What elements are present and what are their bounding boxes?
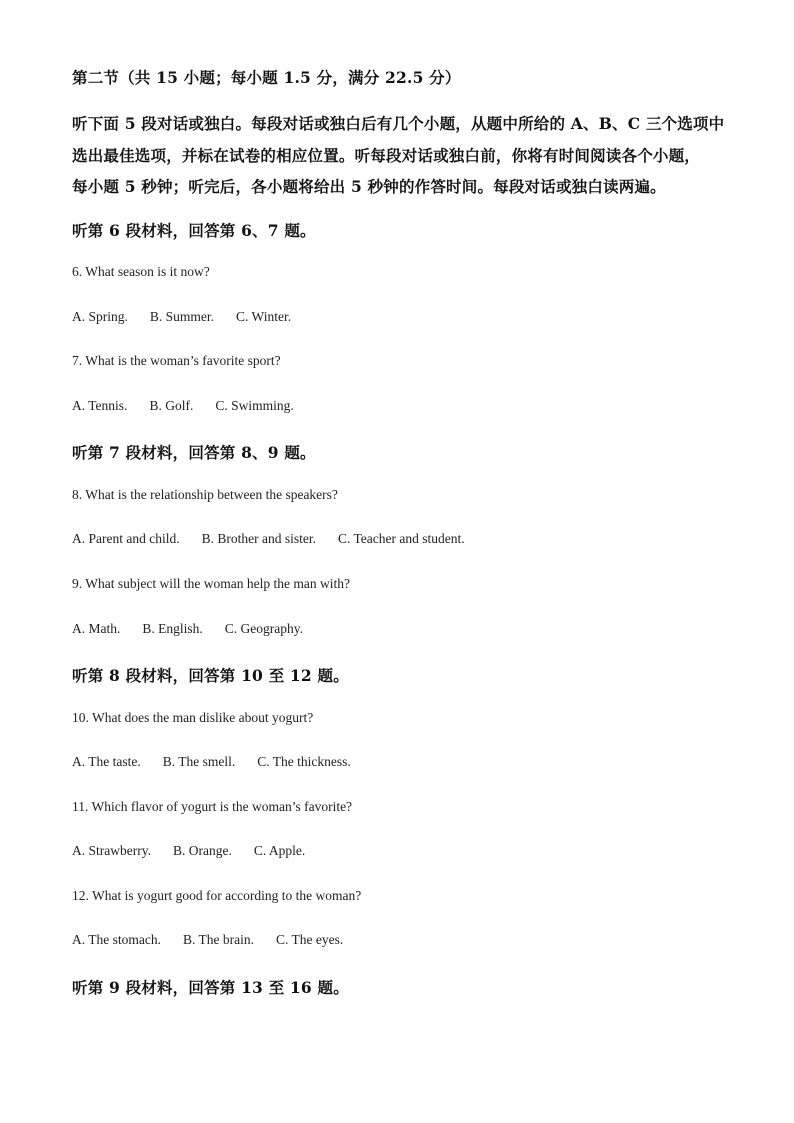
option-b: B. Summer.	[149, 309, 215, 324]
question-text: 7. What is the woman’s favorite sport?	[72, 353, 281, 368]
group-heading: 听第 7 段材料，回答第 8、9 题。	[72, 443, 316, 462]
question-options	[72, 309, 291, 325]
group-heading: 听第 6 段材料，回答第 6、7 题。	[72, 221, 316, 240]
option-b: B. The brain.	[182, 932, 254, 947]
option-b: B. The smell.	[162, 754, 236, 769]
option-b: B. Brother and sister.	[201, 531, 316, 546]
option-a: A. Tennis.	[72, 398, 128, 413]
option-c: C. Teacher and student.	[337, 531, 465, 546]
option-c: C. Swimming.	[215, 398, 294, 413]
section-title: 第二节（共 15 小题；每小题 1.5 分，满分 22.5 分）	[72, 68, 461, 87]
option-c: C. The thickness.	[257, 754, 351, 769]
question-text: 11. Which flavor of yogurt is the woman’s favorite?	[72, 799, 353, 814]
option-c: C. The eyes.	[275, 932, 344, 947]
option-c: C. Apple.	[253, 843, 306, 858]
instructions-line-2: 选出最佳选项，并标在试卷的相应位置。听每段对话或独白前，你将有时间阅读各个小题，	[72, 146, 701, 165]
question-text: 9. What subject will the woman help the man with?	[72, 576, 350, 591]
question-options	[72, 621, 303, 637]
option-b: B. Golf.	[149, 398, 194, 413]
option-c: C. Geography.	[224, 621, 303, 636]
option-a: A. Spring.	[72, 309, 128, 324]
question-text: 10. What does the man dislike about yogurt?	[72, 710, 314, 725]
group-heading: 听第 8 段材料，回答第 10 至 12 题。	[72, 666, 349, 685]
instructions-line-1: 听下面 5 段对话或独白。每段对话或独白后有几个小题，从题中所给的 A、B、C 三个选项中	[72, 114, 725, 133]
option-a: A. The stomach.	[72, 932, 161, 947]
question-options	[72, 398, 294, 414]
question-text: 8. What is the relationship between the speakers?	[72, 487, 338, 502]
question-text: 12. What is yogurt good for according to the woman?	[72, 888, 362, 903]
option-a: A. Parent and child.	[72, 531, 180, 546]
question-options	[72, 754, 351, 770]
option-b: B. English.	[142, 621, 203, 636]
instructions-line-3: 每小题 5 秒钟；听完后，各小题将给出 5 秒钟的作答时间。每段对话或独白读两遍。	[72, 177, 666, 196]
question-options	[72, 531, 465, 547]
question-text: 6. What season is it now?	[72, 264, 210, 279]
option-c: C. Winter.	[236, 309, 292, 324]
question-options	[72, 843, 305, 859]
option-a: A. Math.	[72, 621, 121, 636]
option-a: A. Strawberry.	[72, 843, 151, 858]
option-a: A. The taste.	[72, 754, 141, 769]
question-options	[72, 932, 343, 948]
group-heading: 听第 9 段材料，回答第 13 至 16 题。	[72, 978, 349, 997]
option-b: B. Orange.	[172, 843, 232, 858]
